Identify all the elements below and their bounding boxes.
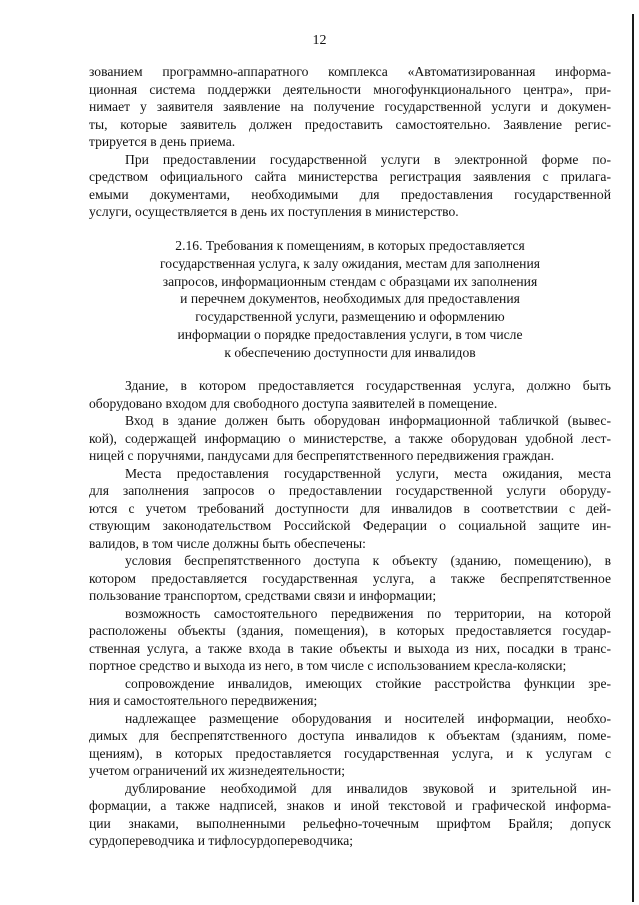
- text-line: формации, а также надписей, знаков и иной текстовой и графической информа-: [89, 798, 611, 813]
- text-line: щениям), в которых предоставляется государственная услуга, и к услугам с: [89, 745, 611, 761]
- text-line: для заполнения запросов о предоставлении государственной услуги оборуду-: [89, 483, 611, 498]
- text-line: кой), содержащей информацию о министерстве, а также оборудован удобной лест-: [89, 430, 611, 446]
- text-line: трируется в день приема.: [89, 134, 236, 149]
- text-line: нимает у заявителя заявление на получение государственной услуги и докумен-: [89, 99, 611, 114]
- text-line: расположены объекты (здания, помещения), в которых предоставляется государ-: [89, 623, 611, 638]
- scan-edge-line: [632, 14, 634, 902]
- text-line: ницей с поручнями, пандусами для беспрепятственного передвижения граждан.: [89, 448, 555, 463]
- paragraph-block-top: [89, 63, 611, 221]
- page-number: 12: [312, 33, 327, 48]
- text-line: возможность самостоятельного передвижения по территории, на которой: [125, 605, 611, 621]
- text-line: надлежащее размещение оборудования и носителей информации, необхо-: [125, 710, 611, 726]
- text-line: дублирование необходимой для инвалидов звуковой и зрительной ин-: [125, 780, 611, 796]
- section-heading: [89, 237, 611, 362]
- heading-line: 2.16. Требования к помещениям, в которых предоставляется: [175, 238, 525, 253]
- text-line: услуги, осуществляется в день их поступления в министерство.: [89, 204, 459, 219]
- text-line: оборудовано входом для свободного доступа заявителей в помещение.: [89, 395, 498, 411]
- text-line: ются с учетом требований доступности для инвалидов в соответствии с дей-: [89, 500, 611, 516]
- heading-line: к обеспечению доступности для инвалидов: [224, 344, 476, 360]
- text-line: сурдопереводчика и тифлосурдопереводчика;: [89, 833, 354, 848]
- text-line: Вход в здание должен быть оборудован информационной табличкой (вывес-: [125, 413, 611, 428]
- text-line: котором предоставляется государственная услуга, а также беспрепятственное: [89, 570, 611, 586]
- text-line: пользование транспортом, средствами связи и информации;: [89, 588, 437, 603]
- text-line: учетом ограничений их жизнедеятельности;: [89, 763, 346, 778]
- heading-line: государственная услуга, к залу ожидания, местам для заполнения: [159, 255, 540, 271]
- text-line: ционная система поддержки деятельности многофункционального центра», при-: [89, 81, 611, 97]
- text-line: зованием программно-аппаратного комплекса «Автоматизированная информа-: [89, 64, 611, 79]
- text-line: ния и самостоятельного передвижения;: [89, 693, 318, 708]
- text-line: При предоставлении государственной услуги в электронной форме по-: [125, 151, 611, 167]
- text-line: емыми документами, необходимыми для предоставления государственной: [89, 186, 611, 202]
- text-line: портное средство и выхода из него, в том числе с использованием кресла-коляски;: [89, 658, 567, 673]
- heading-line: и перечнем документов, необходимых для предоставления: [180, 291, 520, 307]
- text-line: ции знаками, выполненными рельефно-точечным шрифтом Брайля; допуск: [89, 815, 611, 831]
- text-line: валидов, в том числе должны быть обеспечены:: [89, 535, 366, 551]
- text-line: Здание, в котором предоставляется государственная услуга, должно быть: [125, 378, 611, 393]
- heading-line: информации о порядке предоставления услуги, в том числе: [177, 326, 523, 342]
- heading-line: запросов, информационным стендам с образцами их заполнения: [162, 273, 538, 289]
- text-line: димых для беспрепятственного доступа инвалидов к объектам (зданиям, поме-: [89, 728, 611, 743]
- heading-line: государственной услуги, размещению и оформлению: [195, 309, 505, 325]
- text-line: ственная услуга, а также входа в такие объекты и выхода из них, посадки в транс-: [89, 640, 611, 656]
- text-line: сопровождение инвалидов, имеющих стойкие расстройства функции зре-: [125, 675, 611, 691]
- text-line: условия беспрепятственного доступа к объекту (зданию, помещению), в: [125, 553, 611, 568]
- text-line: Места предоставления государственной услуги, места ожидания, места: [125, 465, 611, 481]
- text-line: ствующим законодательством Российской Федерации о социальной защите ин-: [89, 518, 611, 533]
- paragraph-block-bottom: [89, 377, 611, 850]
- text-line: средством официального сайта министерства регистрация заявления с прилага-: [89, 169, 611, 184]
- text-line: ты, которые заявитель должен предоставить самостоятельно. Заявление регис-: [89, 116, 611, 132]
